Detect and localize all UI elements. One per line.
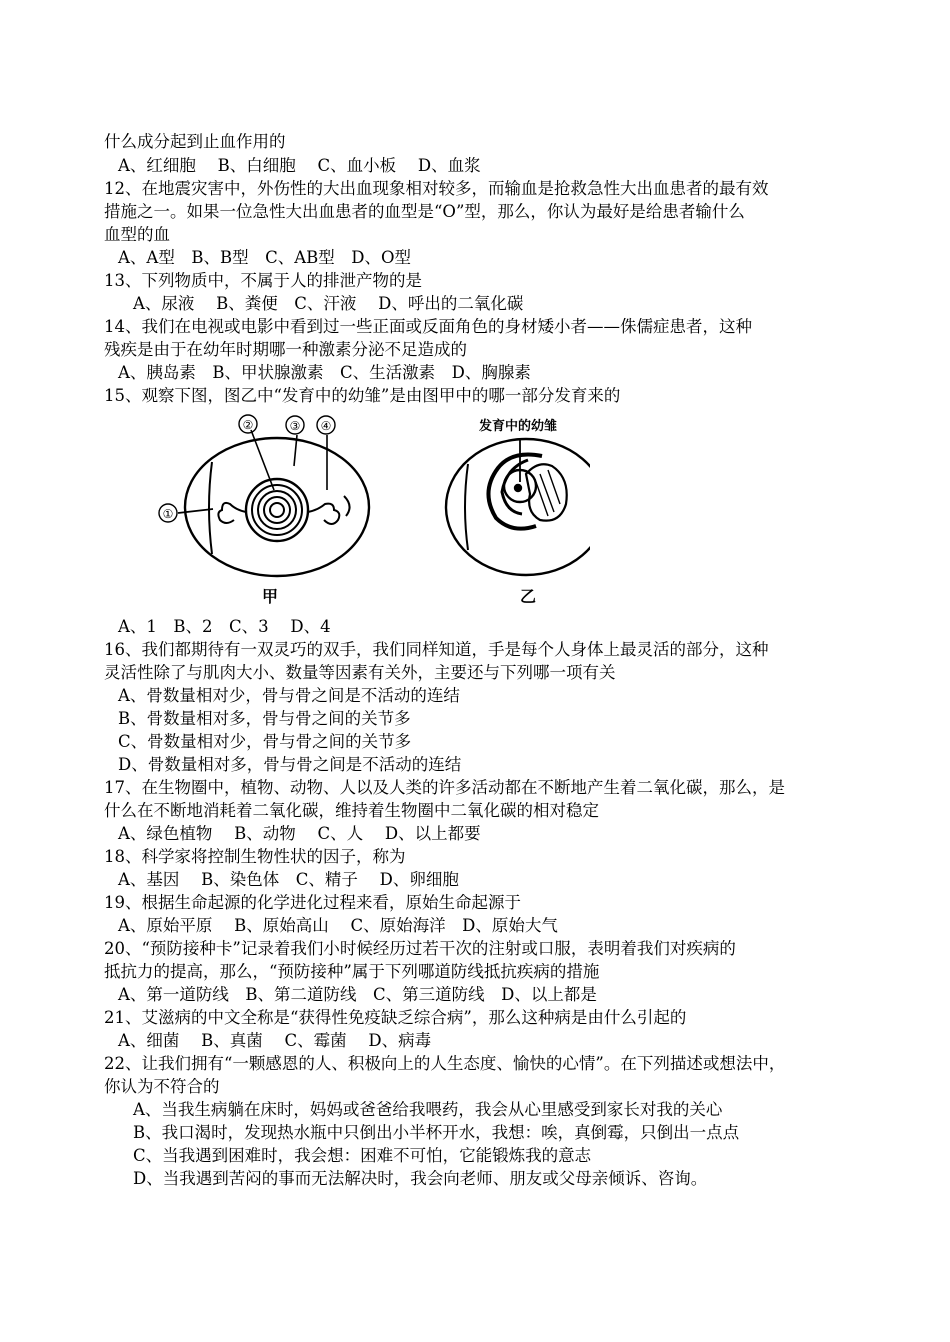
text-line: 灵活性除了与肌肉大小、数量等因素有关外，主要还与下列哪一项有关	[104, 663, 616, 682]
right-title: 发育中的幼雏	[478, 419, 558, 434]
egg-figure	[150, 408, 590, 608]
text-line: 措施之一。如果一位急性大出血患者的血型是“O”型，那么，你认为最好是给患者输什么	[104, 202, 745, 221]
question-22: 22、让我们拥有“一颗感恩的人、积极向上的人生态度、愉快的心情”。在下列描述或想法中，	[104, 1054, 786, 1073]
question-19: 19、根据生命起源的化学进化过程来看，原始生命起源于	[104, 893, 521, 912]
options-line: A、原始平原 B、原始高山 C、原始海洋 D、原始大气	[118, 916, 558, 935]
question-17: 17、在生物圈中，植物、动物、人以及人类的许多活动都在不断地产生着二氧化碳，那么，是	[104, 778, 785, 797]
text-line: 血型的血	[104, 225, 170, 244]
option-b: B、我口渴时，发现热水瓶中只倒出小半杯开水，我想：唉，真倒霉，只倒出一点点	[133, 1123, 740, 1142]
egg-jia	[159, 415, 369, 576]
option-a: A、当我生病躺在床时，妈妈或爸爸给我喂药，我会从心里感受到家长对我的关心	[133, 1100, 723, 1119]
options-line: A、尿液 B、粪便 C、汗液 D、呼出的二氧化碳	[133, 294, 524, 313]
question-18: 18、科学家将控制生物性状的因子，称为	[104, 847, 406, 866]
options-line: A、基因 B、染色体 C、精子 D、卵细胞	[118, 870, 459, 889]
label-1: ①	[162, 507, 174, 521]
option-a: A、骨数量相对少，骨与骨之间是不活动的连结	[118, 686, 460, 705]
text-line: 残疾是由于在幼年时期哪一种激素分泌不足造成的	[104, 340, 467, 359]
text-line: 什么在不断地消耗着二氧化碳，维持着生物圈中二氧化碳的相对稳定	[104, 801, 599, 820]
label-4: ④	[320, 419, 332, 433]
egg-yi	[446, 438, 590, 575]
option-c: C、当我遇到困难时，我会想：困难不可怕，它能锻炼我的意志	[133, 1146, 592, 1165]
option-c: C、骨数量相对少，骨与骨之间的关节多	[118, 732, 412, 751]
egg-diagram-svg	[150, 408, 590, 608]
question-20: 20、“预防接种卡”记录着我们小时候经历过若干次的注射或口服，表明着我们对疾病的	[104, 939, 736, 958]
label-3: ③	[289, 419, 301, 433]
label-2: ②	[242, 418, 254, 432]
text-line: 你认为不符合的	[104, 1077, 220, 1096]
options-line: A、胰岛素 B、甲状腺激素 C、生活激素 D、胸腺素	[118, 363, 531, 382]
options-line: A、第一道防线 B、第二道防线 C、第三道防线 D、以上都是	[118, 985, 597, 1004]
text-line: 抵抗力的提高，那么，“预防接种”属于下列哪道防线抵抗疾病的措施	[104, 962, 600, 981]
text-line: 什么成分起到止血作用的	[104, 132, 286, 151]
question-21: 21、艾滋病的中文全称是“获得性免疫缺乏综合病”，那么这种病是由什么引起的	[104, 1008, 687, 1027]
options-line: A、红细胞 B、白细胞 C、血小板 D、血浆	[118, 156, 481, 175]
caption-jia: 甲	[261, 587, 279, 606]
question-14: 14、我们在电视或电影中看到过一些正面或反面角色的身材矮小者——侏儒症患者，这种	[104, 317, 752, 336]
options-line: A、1 B、2 C、3 D、4	[118, 617, 331, 636]
question-16: 16、我们都期待有一双灵巧的双手，我们同样知道，手是每个人身体上最灵活的部分，这种	[104, 640, 769, 659]
options-line: A、A型 B、B型 C、AB型 D、O型	[118, 248, 412, 267]
question-12: 12、在地震灾害中，外伤性的大出血现象相对较多，而输血是抢救急性大出血患者的最有效	[104, 179, 769, 198]
question-15: 15、观察下图，图乙中“发育中的幼雏”是由图甲中的哪一部分发育来的	[104, 386, 621, 405]
option-b: B、骨数量相对多，骨与骨之间的关节多	[118, 709, 411, 728]
options-line: A、绿色植物 B、动物 C、人 D、以上都要	[118, 824, 481, 843]
question-13: 13、下列物质中，不属于人的排泄产物的是	[104, 271, 422, 290]
options-line: A、细菌 B、真菌 C、霉菌 D、病毒	[118, 1031, 432, 1050]
option-d: D、当我遇到苦闷的事而无法解决时，我会向老师、朋友或父母亲倾诉、咨询。	[133, 1169, 708, 1188]
option-d: D、骨数量相对多，骨与骨之间是不活动的连结	[118, 755, 462, 774]
caption-yi: 乙	[519, 587, 537, 606]
